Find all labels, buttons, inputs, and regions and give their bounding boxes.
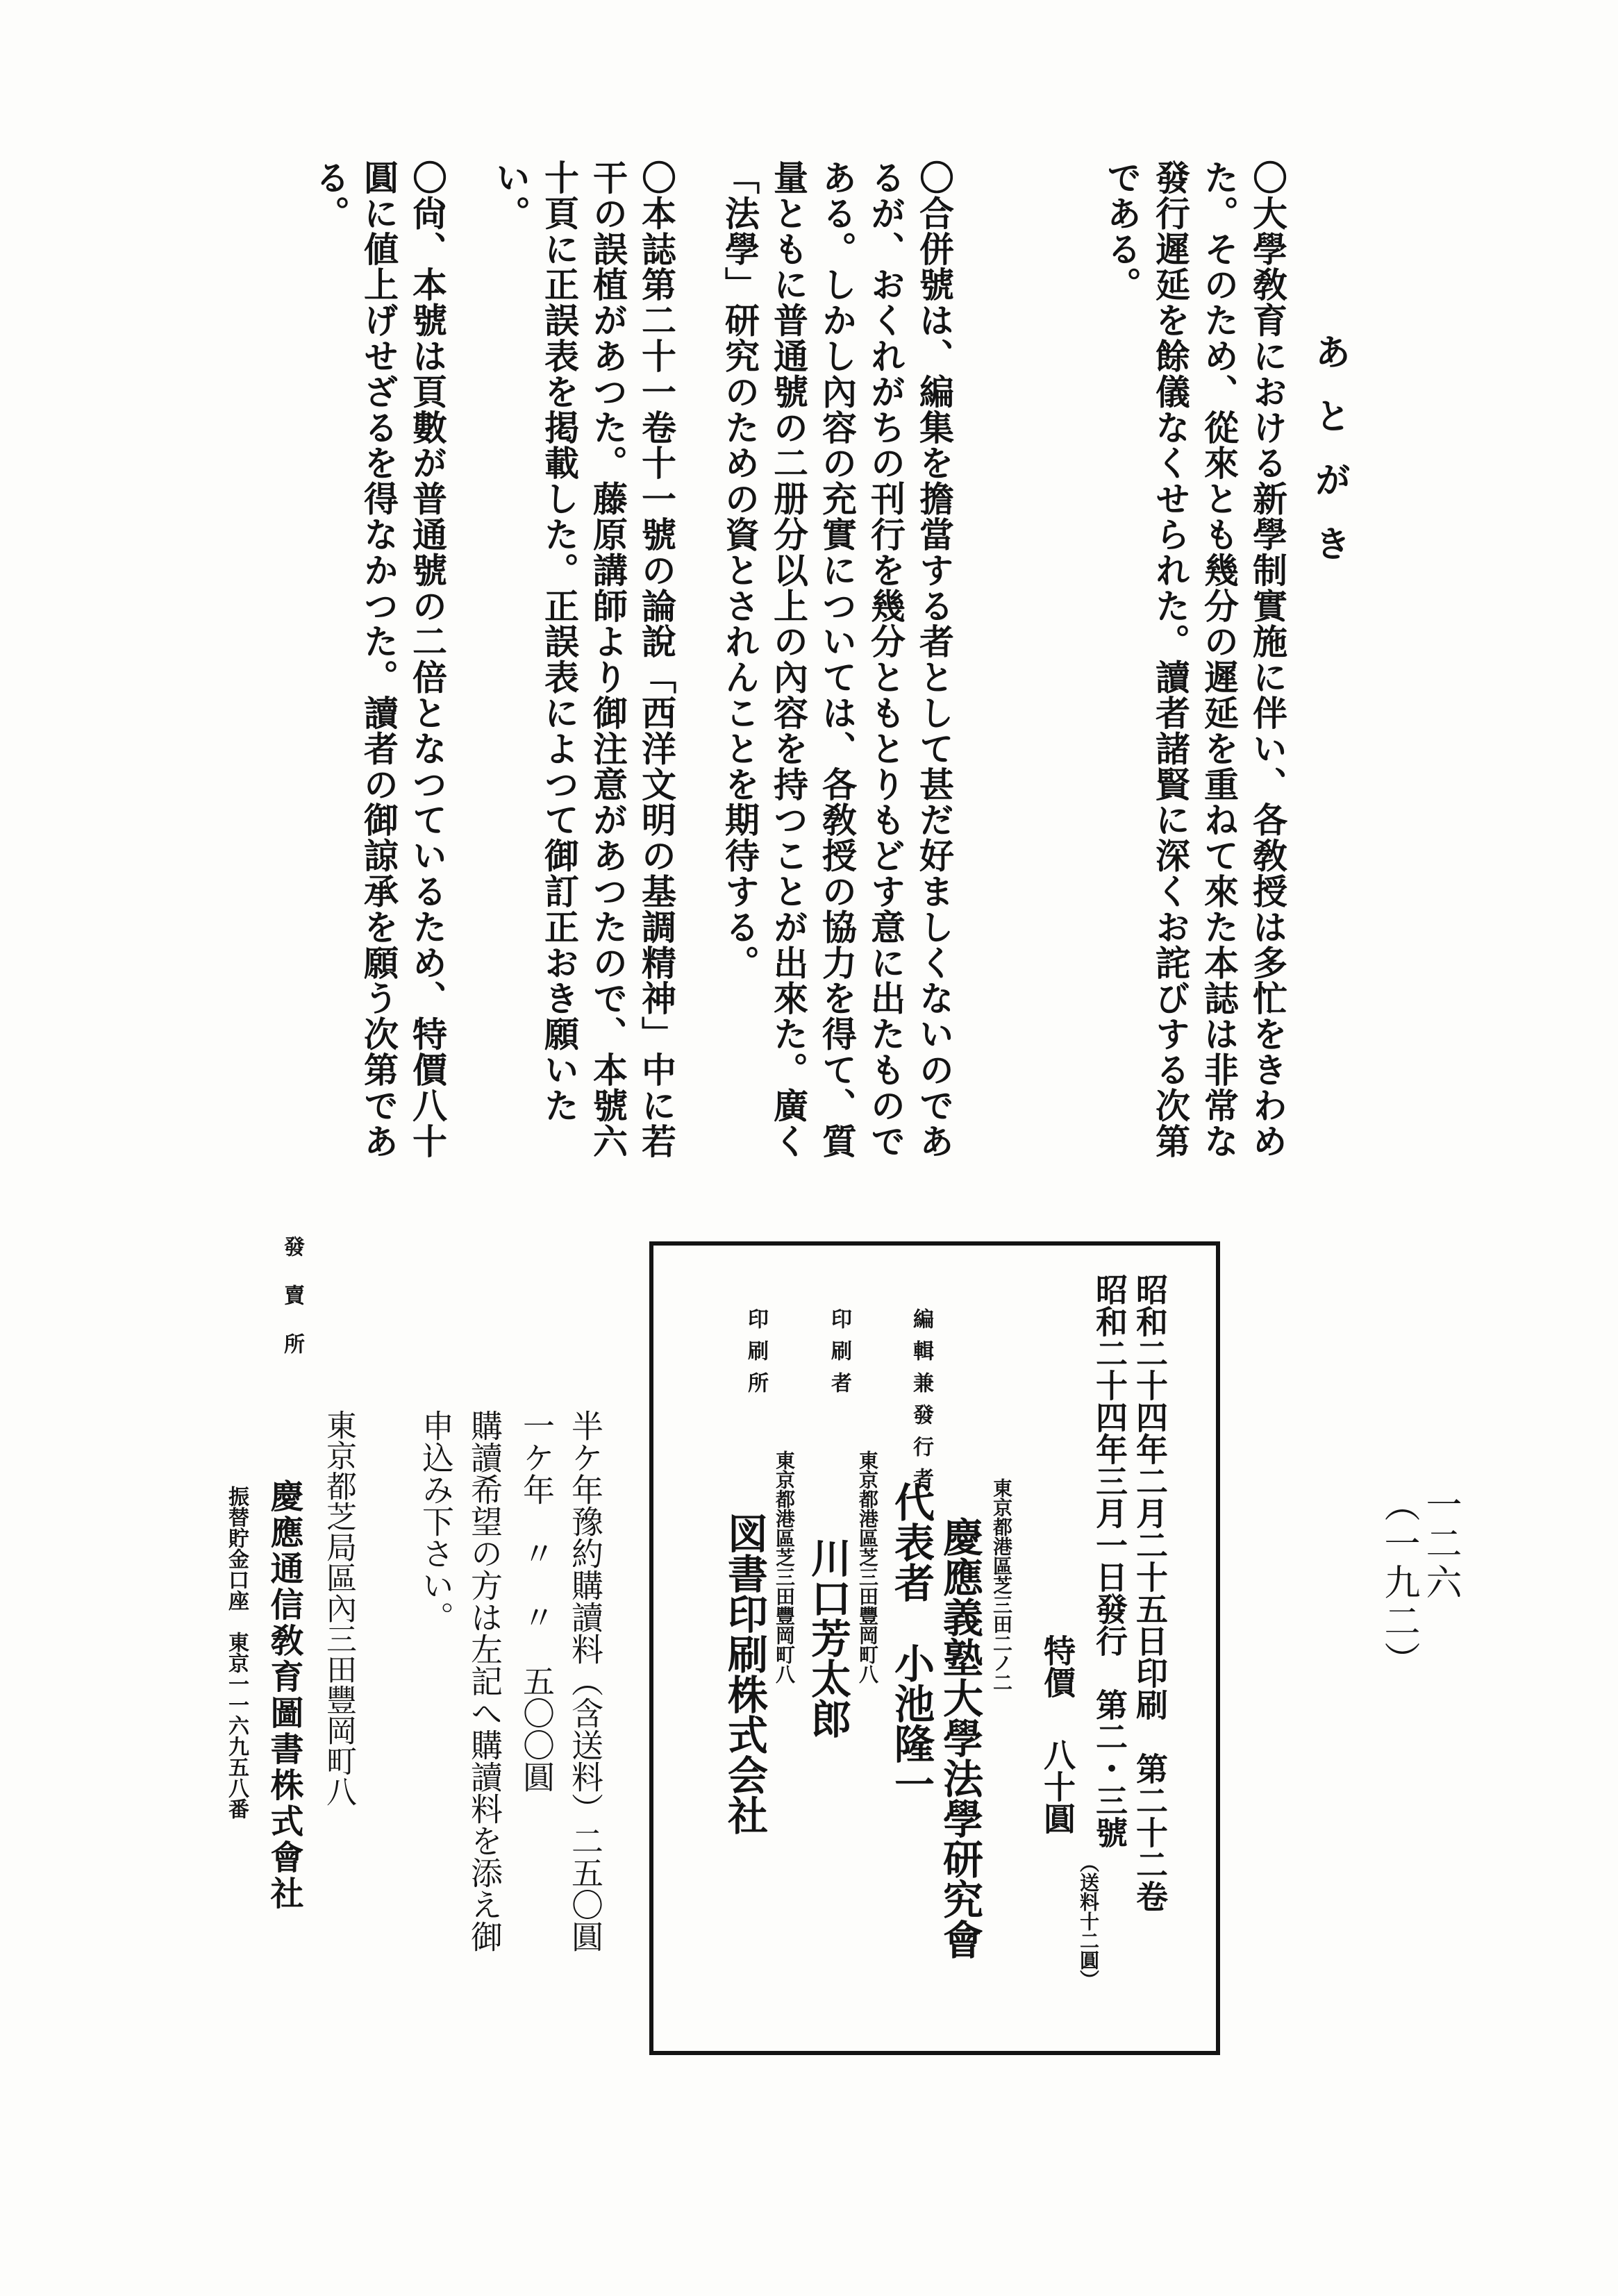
body-column: 〇本誌第二十一卷十一號の論說「西洋文明の基調精神」中に若 — [636, 160, 677, 1159]
subscription-one-year: 一ケ年 〃 〃 五〇〇圓 — [518, 1409, 556, 1793]
body-column: 十頁に正誤表を掲載した。正誤表によつて御訂正おき願いた — [539, 160, 580, 1123]
colophon-box — [649, 1241, 1220, 2055]
issue-date-line: 昭和二十四年三月一日發行 第二・三號 — [1091, 1273, 1128, 1848]
body-column: 〇大學敎育における新學制實施に伴い、各敎授は多忙をきわめ — [1247, 160, 1288, 1159]
price-note: （送料十二圓） — [1077, 1853, 1100, 1989]
body-column: 「法學」研究のための資とされんことを期待する。 — [719, 160, 760, 981]
printshop-address: 東京都港區芝三田豐岡町八 — [773, 1450, 796, 1684]
distributor-address: 東京都芝局區內三田豐岡町八 — [321, 1409, 356, 1807]
body-column: い。 — [490, 160, 531, 231]
body-column: 〇合併號は、編集を擔當する者として甚だ好ましくないのであ — [914, 160, 955, 1159]
body-column: る。 — [310, 160, 351, 231]
body-column: るが、おくれがちの刊行を幾分ともとりもどす意に出たもので — [865, 160, 906, 1159]
body-column: ある。しかし內容の充實については、各敎授の協力を得て、質 — [817, 160, 858, 1159]
body-column: 圓に値上げせざるを得なかつた。讀者の御諒承を願う次第であ — [358, 160, 399, 1159]
page-number-right: （一九二） — [1378, 1486, 1419, 1680]
distributor-account: 振替貯金口座 東京一一六九五八番 — [224, 1486, 249, 1819]
printshop-label: 印刷所 — [744, 1308, 768, 1404]
distributor-name: 慶應通信敎育圖書株式會社 — [265, 1479, 303, 1912]
subscription-note: 申込み下さい。 — [417, 1409, 455, 1633]
body-column: 發行遲延を餘儀なくせられた。讀者諸賢に深くお詫びする次第 — [1150, 160, 1191, 1159]
editor-name: 代表者 小池隆一 — [887, 1482, 935, 1804]
distributor-label: 發賣所 — [280, 1236, 304, 1382]
subscription-note: 購讀希望の方は左記へ購讀料を添え御 — [466, 1409, 503, 1952]
body-column: 〇尙、本號は頁數が普通號の二倍となつているため、特價八十 — [407, 160, 448, 1159]
body-column: た。そのため、從來とも幾分の遲延を重ねて來た本誌は非常な — [1199, 160, 1240, 1159]
body-column: 量ともに普通號の二册分以上の內容を持つことが出來た。廣く — [768, 160, 809, 1159]
printshop-name: 図書印刷株式会社 — [721, 1513, 768, 1835]
publisher-name: 慶應義塾大學法學研究會 — [936, 1516, 983, 1959]
page-title: あとがき — [1308, 333, 1351, 589]
printer-name: 川口芳太郎 — [804, 1537, 851, 1738]
subscription-half-year: 半ケ年豫約購讀料（含送料）二五〇圓 — [567, 1409, 604, 1952]
printer-label: 印刷者 — [827, 1308, 851, 1404]
print-date-line: 昭和二十四年二月二十五日印刷 第二十二卷 — [1131, 1273, 1169, 1912]
price-label: 特價 — [1039, 1634, 1076, 1698]
body-column: である。 — [1101, 160, 1142, 303]
body-column: 干の誤植があつた。藤原講師より御注意があつたので、本號六 — [587, 160, 628, 1159]
page-number-left: 一二六 — [1419, 1486, 1461, 1602]
editor-address: 東京都港區芝三田二ノ二 — [990, 1478, 1013, 1692]
editor-label: 編輯兼發行者 — [909, 1308, 933, 1500]
price-value: 八十圓 — [1039, 1738, 1076, 1834]
printer-address: 東京都港區芝三田豐岡町八 — [856, 1450, 879, 1684]
